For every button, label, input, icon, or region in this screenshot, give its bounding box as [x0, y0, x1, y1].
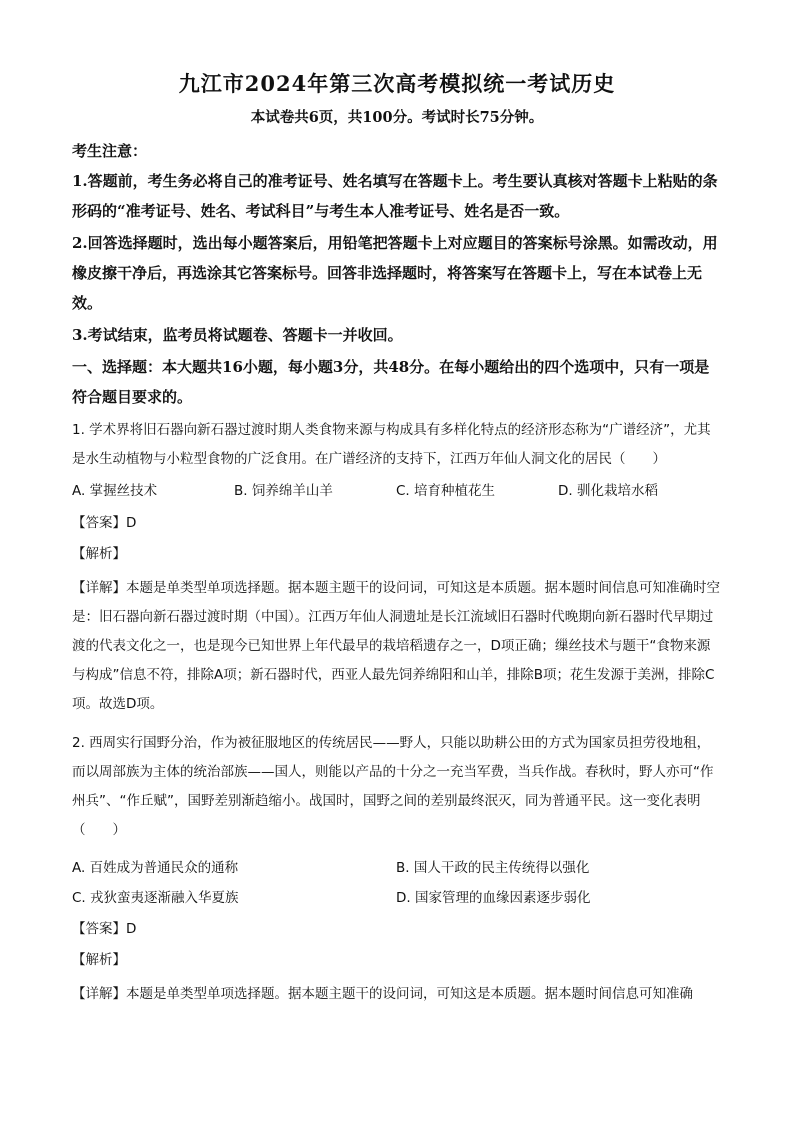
question-2-answer: 【答案】D — [72, 921, 137, 937]
option-d: D. 国家管理的血缘因素逐步弱化 — [396, 890, 591, 906]
question-1-stem: 1. 学术界将旧石器向新石器过渡时期人类食物来源与构成具有多样化特点的经济形态称为“广谱经济”，尤其是水生动植物与小粒型食物的广泛食用。在广谱经济的支持下，江西万年仙人洞文化的居民（ ） — [72, 422, 711, 467]
question-2-options-row-2 — [72, 884, 722, 913]
section-heading: 一、选择题：本大题共16小题，每小题3分，共48分。在每小题给出的四个选项中，只有一项是符合题目要求的。 — [72, 358, 710, 406]
notice-item-2: 2.回答选择题时，选出每小题答案后，用铅笔把答题卡上对应题目的答案标号涂黑。如需改动，用橡皮擦干净后，再选涂其它答案标号。回答非选择题时，将答案写在答题卡上，写在本试卷上无效。 — [72, 234, 718, 312]
question-2-stem: 2. 西周实行国野分治，作为被征服地区的传统居民——野人，只能以助耕公田的方式为国家员担劳役地租，而以周部族为主体的统治部族——国人，则能以产品的十分之一充当军费，当兵作战。春秋时，野人亦可“作州兵”、“作丘赋”，国野差别渐趋缩小。战国时，国野之间的差别最终泯灭，同为普通平民。这一变化表明（ ） — [72, 735, 714, 838]
notice-item-1: 1.答题前，考生务必将自己的准考证号、姓名填写在答题卡上。考生要认真核对答题卡上粘贴的条形码的“准考证号、姓名、考试科目”与考生本人准考证号、姓名是否一致。 — [72, 172, 718, 220]
question-1-options — [72, 477, 722, 506]
page-title: 九江市2024年第三次高考模拟统一考试历史 — [178, 71, 616, 96]
notice-heading: 考生注意： — [72, 142, 148, 160]
question-1-answer: 【答案】D — [72, 515, 137, 531]
option-a: A. 百姓成为普通民众的通称 — [72, 860, 239, 876]
option-c: C. 戎狄蛮夷逐渐融入华夏族 — [72, 890, 239, 906]
question-2-analysis-label: 【解析】 — [72, 952, 126, 968]
question-2-detail: 【详解】本题是单类型单项选择题。据本题主题干的设问词，可知这是本质题。据本题时间信息可知准确 — [72, 986, 693, 1002]
question-1-analysis-label: 【解析】 — [72, 546, 126, 562]
question-1-detail: 【详解】本题是单类型单项选择题。据本题主题干的设问词，可知这是本质题。据本题时间信息可知准确时空是：旧石器向新石器过渡时期（中国）。江西万年仙人洞遗址是长江流域旧石器时代晚期向新石器时代早期过渡的代表文化之一，也是现今已知世界上年代最早的栽培稻遗存之一，D项正确；缫丝技术与题干“食物来源与构成”信息不符，排除A项；新石器时代，西亚人最先饲养绵阳和山羊，排除B项；花生发源于美洲，排除C项。故选D项。 — [72, 580, 720, 712]
exam-info: 本试卷共6页，共100分。考试时长75分钟。 — [250, 109, 544, 126]
option-c: C. 培育种植花生 — [396, 483, 496, 499]
option-a: A. 掌握丝技术 — [72, 483, 158, 499]
option-d: D. 驯化栽培水稻 — [558, 483, 658, 499]
question-2-options-row-1 — [72, 854, 722, 883]
option-b: B. 国人干政的民主传统得以强化 — [396, 860, 590, 876]
notice-item-3: 3.考试结束，监考员将试题卷、答题卡一并收回。 — [72, 326, 403, 344]
option-b: B. 饲养绵羊山羊 — [234, 483, 333, 499]
